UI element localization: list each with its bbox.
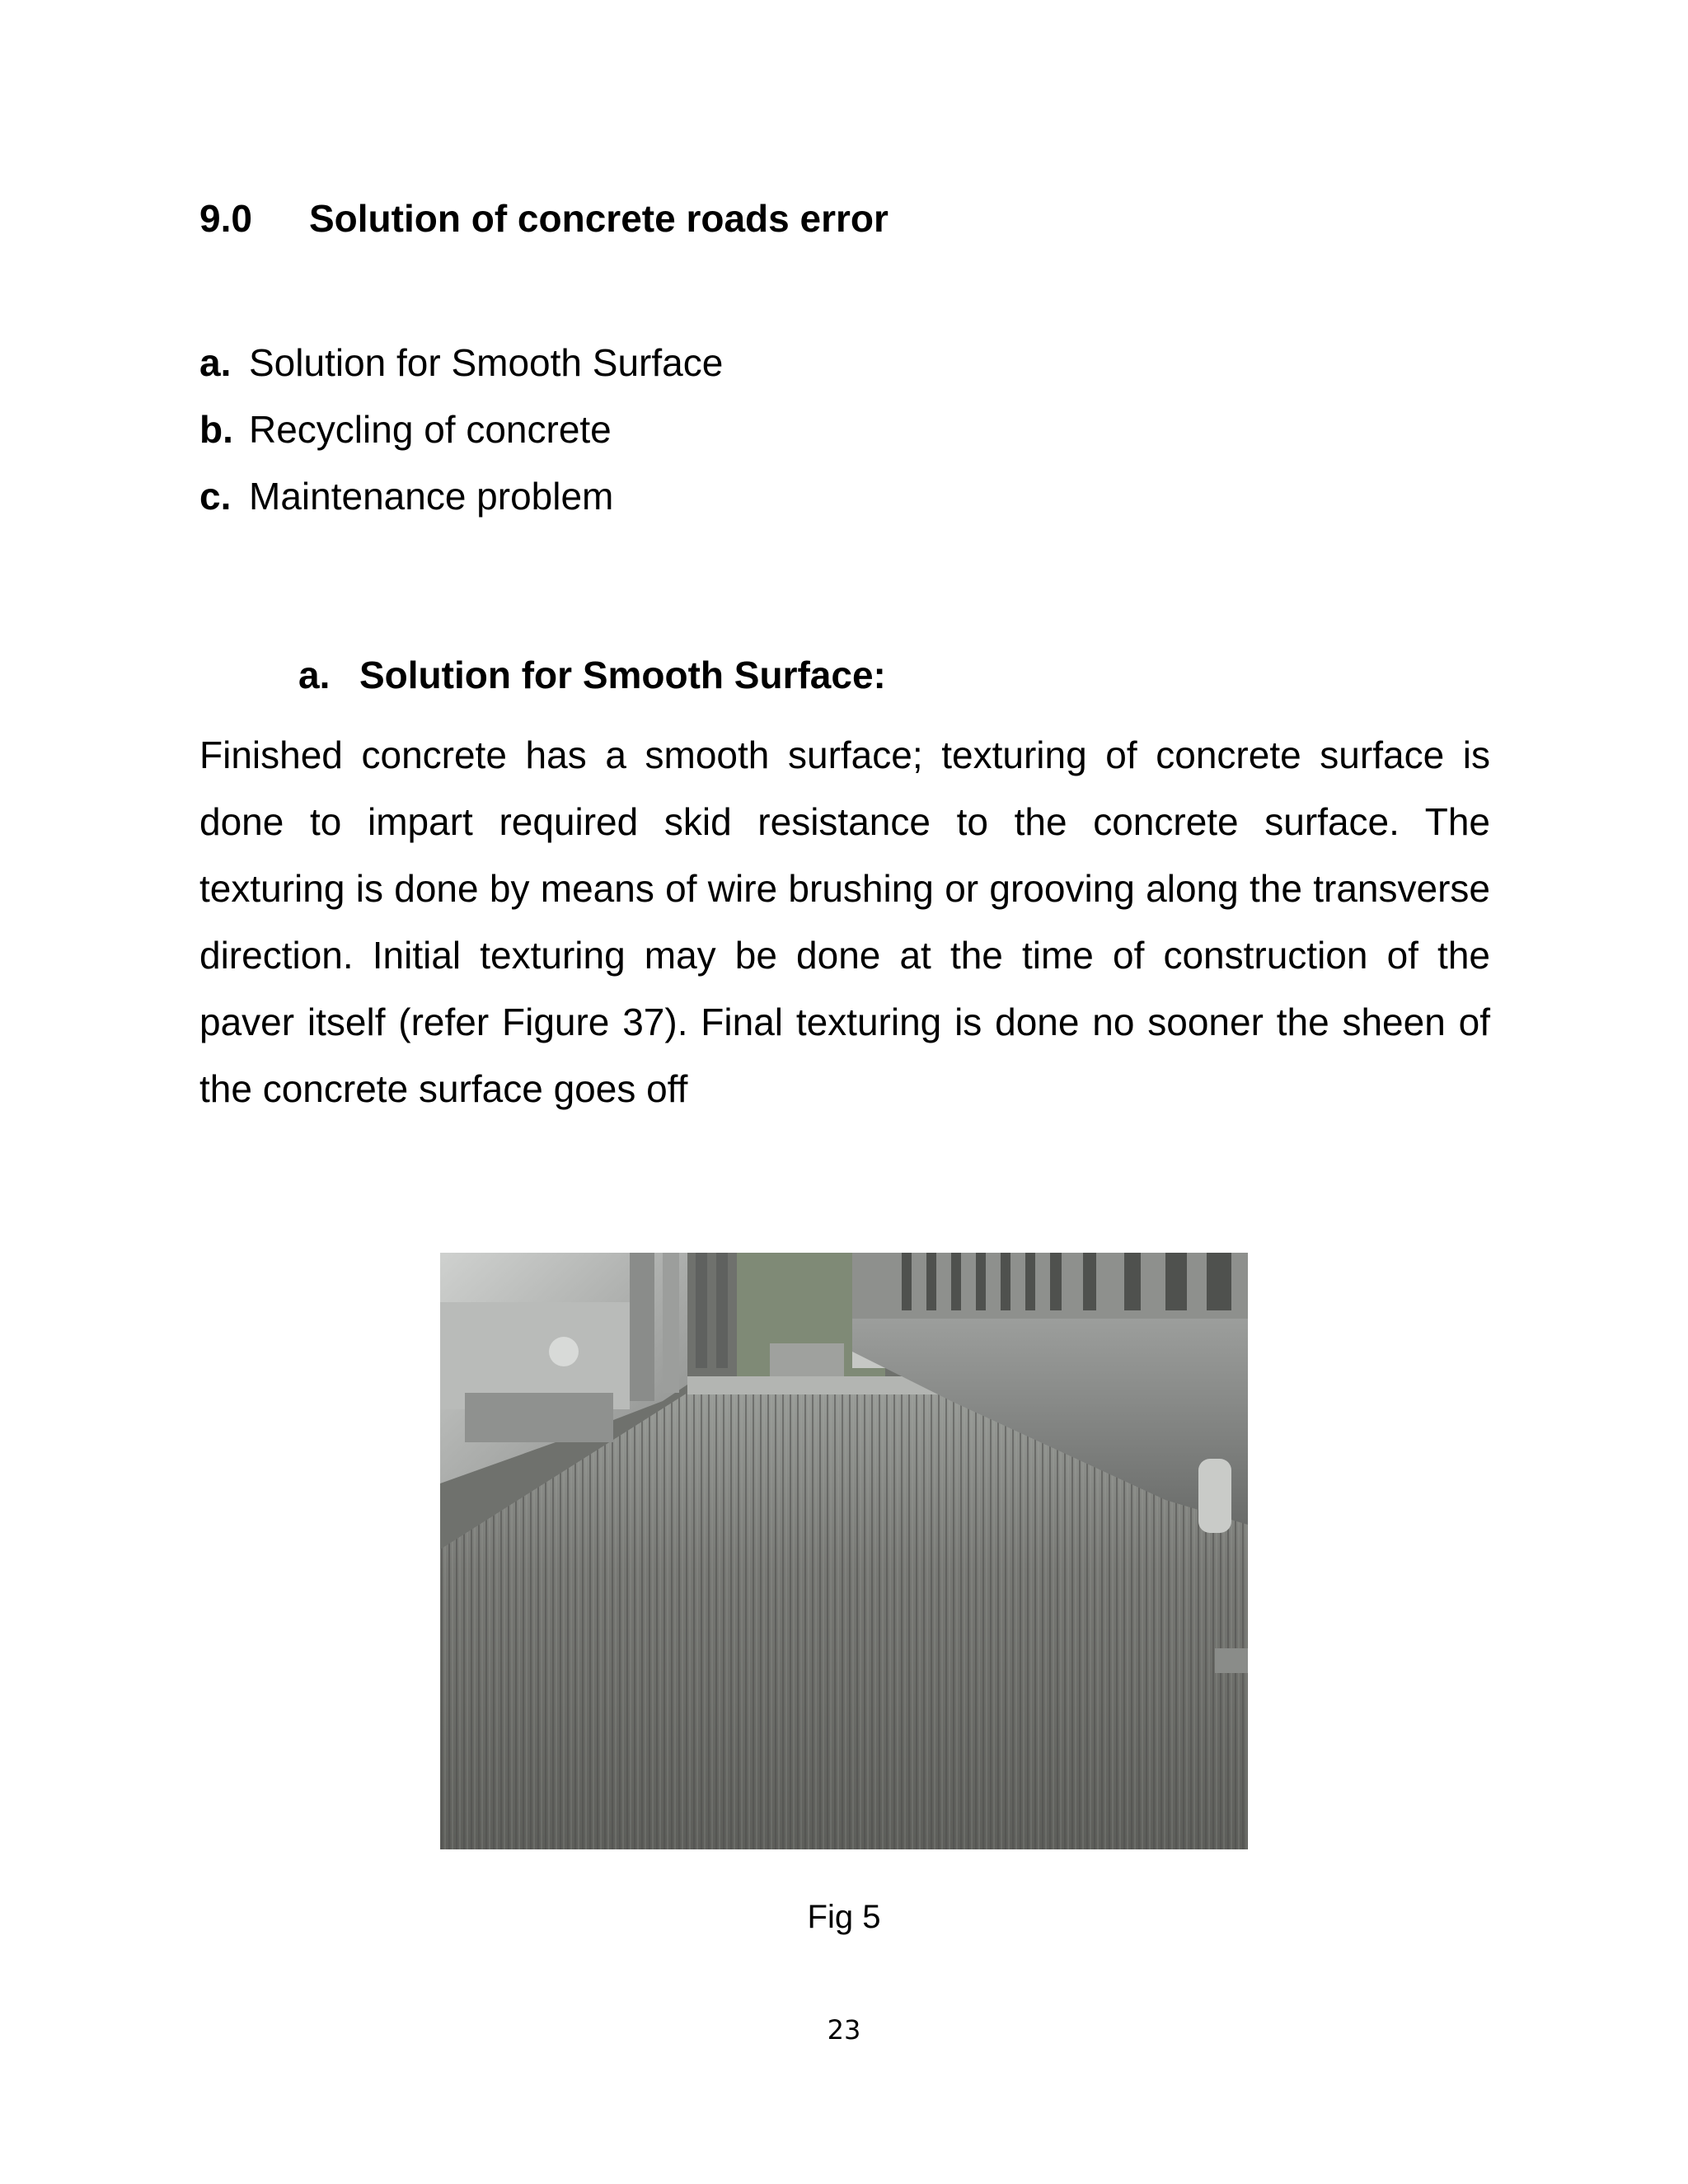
list-item-letter: b. xyxy=(199,408,233,451)
section-title: Solution of concrete roads error xyxy=(309,197,889,240)
subsection-title: Solution for Smooth Surface: xyxy=(359,654,886,696)
section-list xyxy=(199,330,723,530)
list-item-letter: c. xyxy=(199,475,232,518)
list-item-text: Solution for Smooth Surface xyxy=(249,341,724,384)
subsection-letter: a. xyxy=(298,654,331,696)
page-number: 23 xyxy=(827,2014,861,2046)
list-item xyxy=(199,463,723,530)
list-item-text: Recycling of concrete xyxy=(249,408,612,451)
figure-image-textured-concrete xyxy=(440,1253,1248,1849)
figure-caption: Fig 5 xyxy=(807,1899,881,1935)
list-item xyxy=(199,330,723,396)
list-item xyxy=(199,396,723,463)
section-heading xyxy=(199,196,889,241)
list-item-text: Maintenance problem xyxy=(249,475,614,518)
list-item-letter: a. xyxy=(199,341,232,384)
body-paragraph: Finished concrete has a smooth surface; texturing of concrete surface is done to impart required skid resistance to the concrete surface. The texturing is done by means of wire brushing or grooving along the transverse direction. Initial texturing may be done at the time of construction of the paver itself (refer Figure 37). Final texturing is done no sooner the sheen of the concrete surface goes off xyxy=(199,733,1490,1110)
subsection-heading xyxy=(298,653,886,697)
section-number: 9.0 xyxy=(199,197,252,240)
